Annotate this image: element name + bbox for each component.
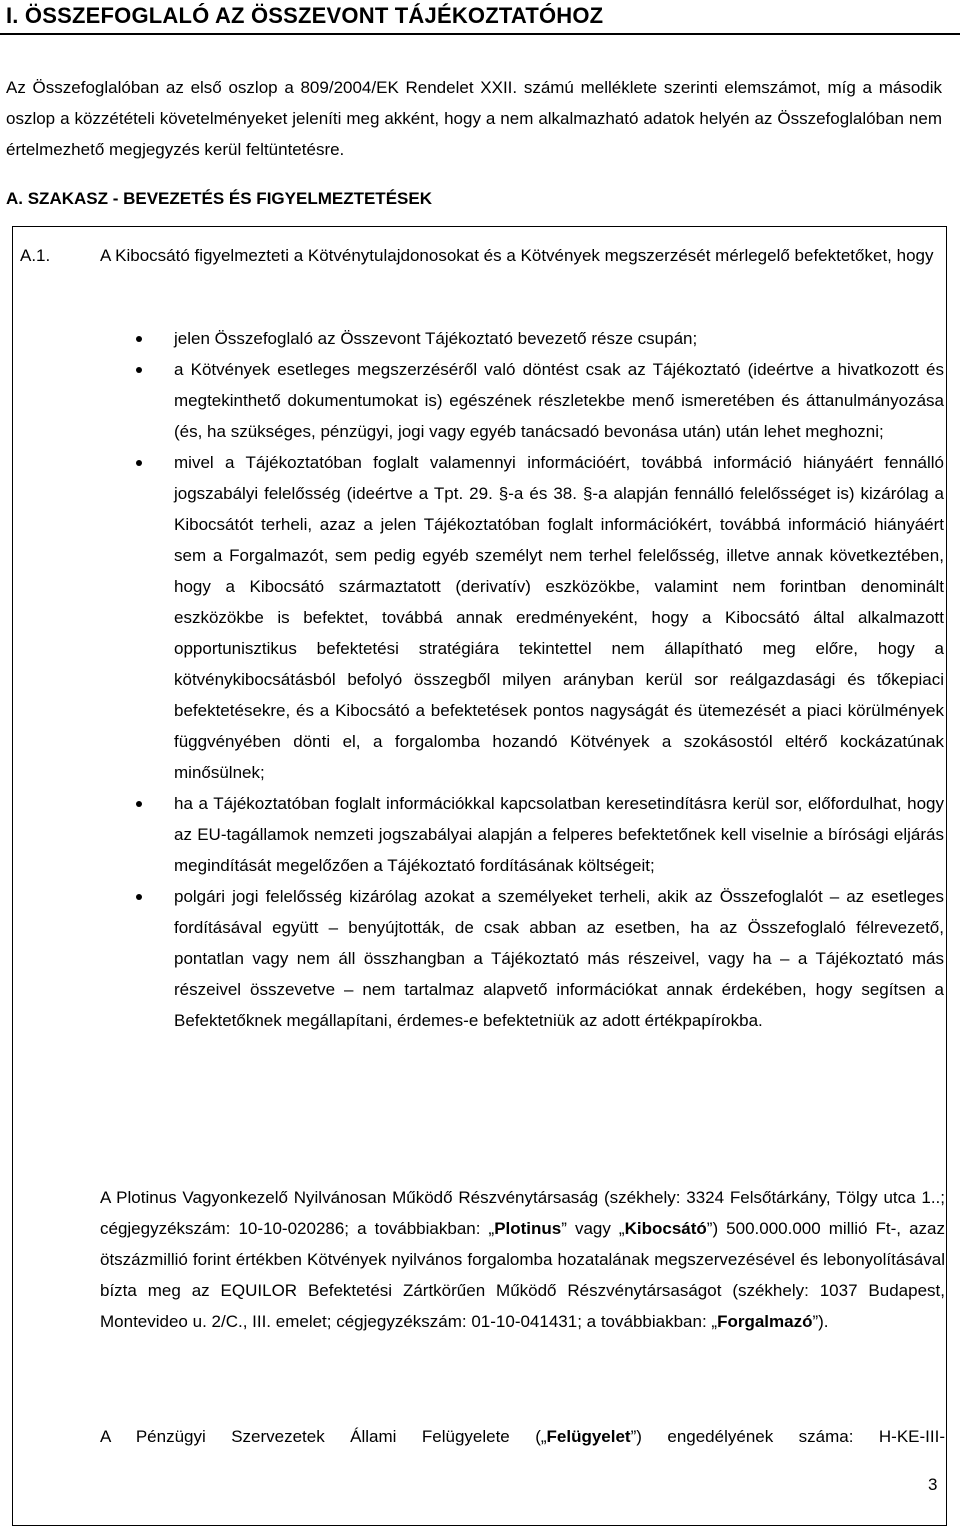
list-item — [0, 447, 944, 788]
issuer-text-2: ” vagy „ — [561, 1219, 625, 1238]
item-number: A.1. — [20, 246, 51, 265]
bullet-icon — [136, 894, 142, 900]
issuer-term-plotinus: Plotinus — [494, 1219, 562, 1238]
supervisor-paragraph — [100, 1421, 945, 1452]
section-heading: A. SZAKASZ - BEVEZETÉS ÉS FIGYELMEZTETÉSEK — [6, 189, 432, 208]
issuer-text-3: ”) 500.000.000 millió Ft-, azaz ötszázmillió forint értékben Kötvények nyilvános forgalomba hozatalának megszervezésével és lebonyolításával bízta meg az EQUILOR Befektetési Zártkörűen Működő Részvénytársaságot (székhely: 1037 Budapest, Montevideo u. 2/C., III. emelet; cégjegyzékszám: 01-10-041431; a továbbiakban: „ — [100, 1219, 945, 1331]
supervisor-text-2: ”) engedélyének száma: H-KE-III- — [630, 1427, 945, 1446]
page-number: 3 — [928, 1475, 938, 1494]
list-item — [0, 354, 944, 447]
bullet-icon — [136, 367, 142, 373]
issuer-text-1: A Plotinus Vagyonkezelő Nyilvánosan Működő Részvénytársaság (székhely: 3324 Felsőtárkány, Tölgy utca 1..; cégjegyzékszám: 10-10-020286; a továbbiakban: „ — [100, 1188, 945, 1238]
page-title: I. ÖSSZEFOGLALÓ AZ ÖSSZEVONT TÁJÉKOZTATÓHOZ — [6, 3, 604, 28]
list-item — [0, 881, 944, 1036]
list-item-text: a Kötvények esetleges megszerzéséről való döntést csak az Tájékoztató (ideértve a hivatkozott és megtekinthető dokumentumokat is) egészének részletekbe menő ismeretében és áttanulmányozása (és, ha szükséges, pénzügyi, jogi vagy egyéb tanácsadó bevonása után) után lehet meghozni; — [174, 360, 944, 441]
warning-list — [0, 323, 960, 1036]
intro-paragraph: Az Összefoglalóban az első oszlop a 809/2004/EK Rendelet XXII. számú melléklete szerinti elemszámot, míg a második oszlop a közzétételi követelményeket jeleníti meg akként, hogy a nem alkalmazható adatok helyén az Összefoglalóban nem értelmezhető megjegyzés kerül feltüntetésre. — [6, 78, 942, 159]
bullet-icon — [136, 460, 142, 466]
item-intro: A Kibocsátó figyelmezteti a Kötvénytulajdonosokat és a Kötvények megszerzését mérlegelő befektetőket, hogy — [100, 246, 934, 265]
list-item — [0, 788, 944, 881]
list-item-text: polgári jogi felelősség kizárólag azokat a személyeket terheli, akik az Összefoglalót – az esetleges fordításával együtt – benyújtották, de csak abban az esetben, ha az Összefoglaló félrevezető, pontatlan vagy nem áll összhangban a Tájékoztató más részeivel, vagy ha – a Tájékoztató más részeivel összevetve – nem tartalmaz alapvető információkat annak érdekében, hogy segítsen a Befektetőknek megállapítani, érdemes-e befektetniük az adott értékpapírokba. — [174, 887, 944, 1030]
supervisor-text-1: A Pénzügyi Szervezetek Állami Felügyelete („ — [100, 1427, 547, 1446]
issuer-term-forgalmazo: Forgalmazó — [717, 1312, 813, 1331]
supervisor-term: Felügyelet — [546, 1427, 631, 1446]
bullet-icon — [136, 801, 142, 807]
list-item-text: mivel a Tájékoztatóban foglalt valamennyi információért, továbbá információ hiányáért fennálló jogszabályi felelősség (ideértve a Tpt. 29. §-a és 38. §-a alapján fennálló felelősséget is) kizárólag a Kibocsátót terheli, azaz a jelen Tájékoztatóban foglalt információkért, továbbá információ hiányáért sem a Forgalmazót, sem pedig egyéb személyt nem terhel felelősség, illetve annak következtében, hogy a Kibocsátó származtatott (derivatív) eszközökbe, valamint nem forintban denominált eszközökbe is befektet, továbbá annak eredményeként, hogy a Kibocsátó által alkalmazott opportunisztikus befektetési stratégiára tekintettel nem állapítható meg előre, hogy a kötvénykibocsátásból befolyó összegből milyen arányban kerül sor reálgazdasági és tőkepiaci befektetésekre, és a Kibocsátó a befektetések pontos nagyságát és ütemezését a piaci körülmények függvényében dönti el, a forgalomba hozandó Kötvények a szokásostól eltérő kockázatúnak minősülnek; — [174, 453, 944, 782]
list-item — [0, 323, 944, 354]
issuer-paragraph — [100, 1182, 945, 1337]
issuer-text-4: ”). — [812, 1312, 829, 1331]
bullet-icon — [136, 336, 142, 342]
issuer-term-kibocsato: Kibocsátó — [624, 1219, 707, 1238]
list-item-text: ha a Tájékoztatóban foglalt információkkal kapcsolatban keresetindításra kerül sor, előfordulhat, hogy az EU-tagállamok nemzeti jogszabályai alapján a felperes befektetőnek kell viselnie a bírósági eljárás megindítását megelőzően a Tájékoztató fordításának költségeit; — [174, 794, 944, 875]
title-underline — [0, 33, 960, 35]
list-item-text: jelen Összefoglaló az Összevont Tájékoztató bevezető része csupán; — [174, 329, 698, 348]
